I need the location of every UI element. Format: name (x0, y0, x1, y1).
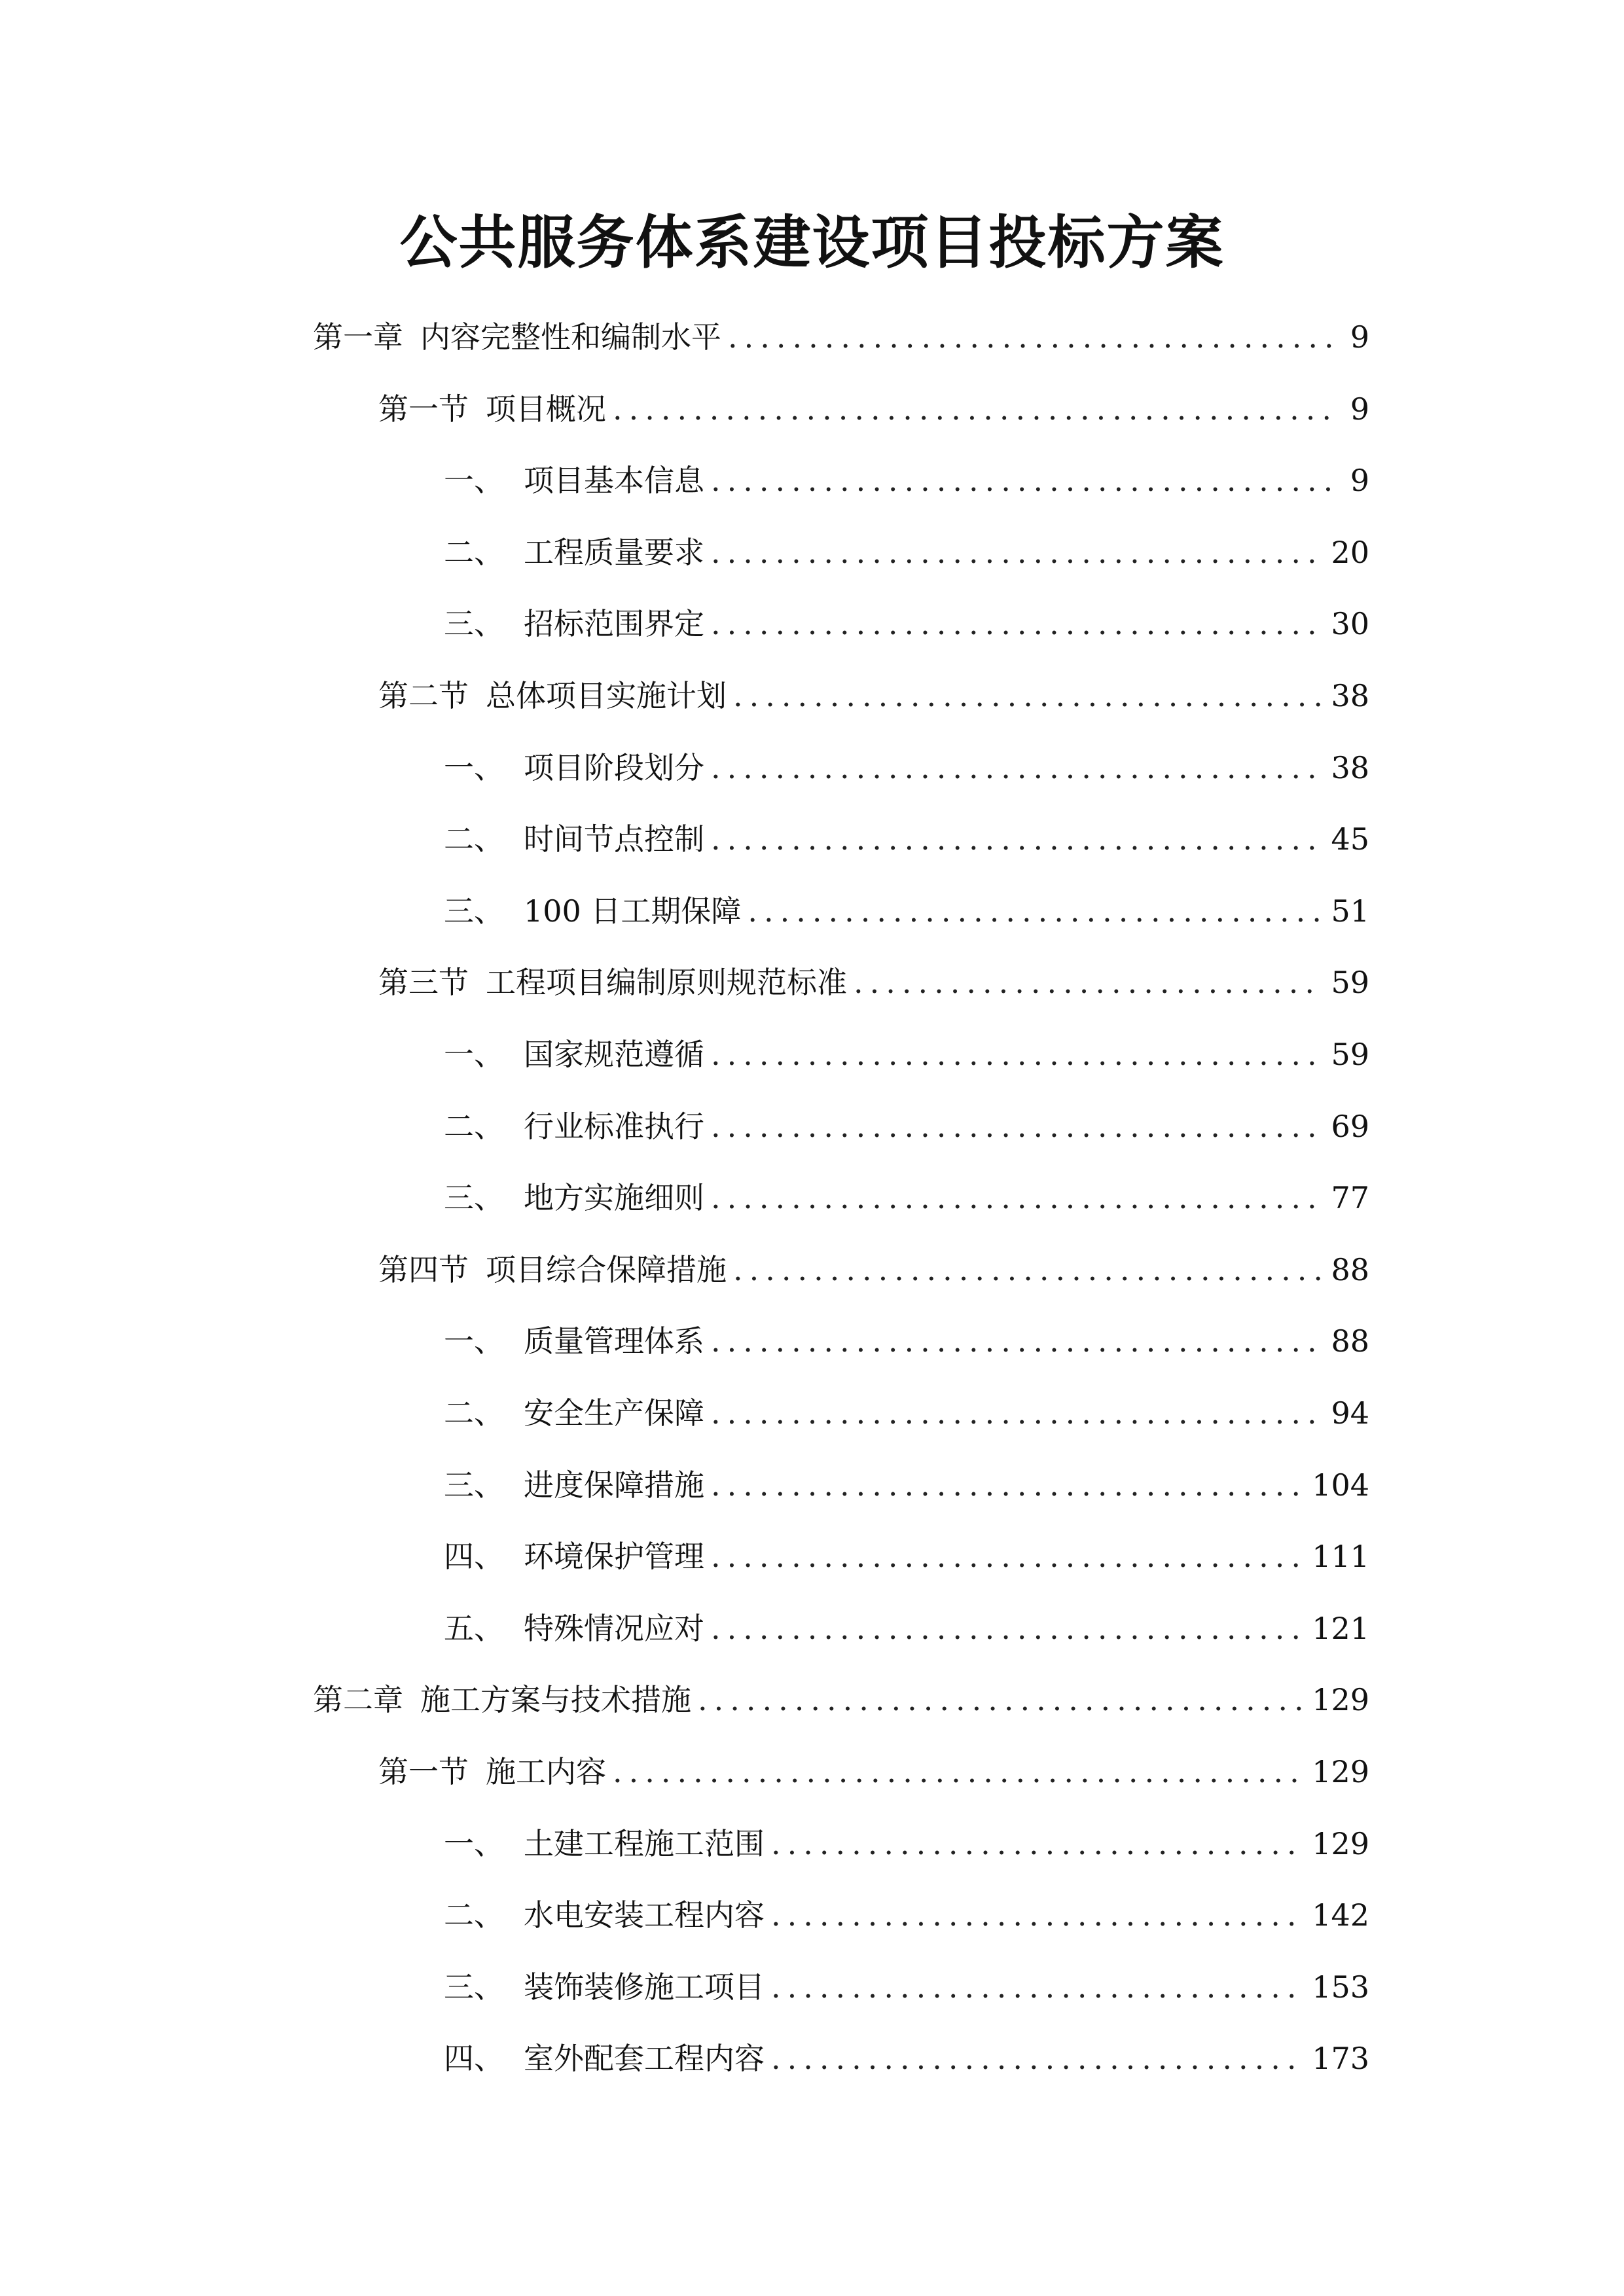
toc-dot-leader (733, 1247, 1322, 1293)
toc-entry-title: 招标范围界定 (524, 606, 704, 641)
toc-entry-number: 二、 (444, 821, 504, 857)
toc-dot-leader (711, 529, 1322, 575)
toc-entry-label (313, 1677, 691, 1723)
toc-entry-title: 室外配套工程内容 (524, 2041, 765, 2076)
toc-entry-number: 四、 (444, 2041, 504, 2076)
toc-entry-label (444, 1462, 704, 1508)
toc-entry-label (313, 314, 721, 360)
toc-page-number: 38 (1331, 750, 1369, 785)
toc-entry-number: 三、 (444, 606, 504, 641)
toc-entry-number: 一、 (444, 463, 504, 498)
toc-entry-label (444, 1821, 765, 1867)
toc-page-number: 88 (1331, 1323, 1369, 1359)
toc-entry-number: 三、 (444, 1969, 504, 2005)
toc-entry-title: 施工内容 (486, 1754, 606, 1789)
document-title: 公共服务体系建设项目投标方案 (399, 208, 1225, 276)
toc-entry-label (444, 601, 704, 647)
toc-entry-title: 项目阶段划分 (524, 750, 704, 785)
toc-entry-label (444, 2036, 765, 2081)
toc-entry[interactable] (444, 888, 1369, 934)
toc-entry-label (444, 1534, 704, 1579)
toc-dot-leader (711, 816, 1322, 862)
toc-page-number: 111 (1312, 1539, 1369, 1574)
toc-entry-label (444, 745, 704, 791)
toc-dot-leader (711, 745, 1322, 791)
toc-entry[interactable] (378, 1247, 1369, 1293)
toc-page-number: 104 (1312, 1467, 1369, 1503)
toc-entry-number: 第三节 (378, 965, 469, 1000)
toc-page-number: 59 (1331, 965, 1369, 1000)
toc-page-number: 121 (1312, 1611, 1369, 1646)
toc-dot-leader (711, 1390, 1322, 1436)
toc-dot-leader (733, 673, 1322, 719)
toc-page-number: 9 (1350, 463, 1369, 498)
toc-entry-title: 地方实施细则 (524, 1180, 704, 1215)
toc-page-number: 9 (1350, 319, 1369, 355)
toc-entry[interactable] (444, 1031, 1369, 1077)
toc-entry-number: 第一章 (313, 319, 403, 355)
toc-entry-label (378, 386, 606, 432)
toc-entry-label (444, 1318, 704, 1364)
toc-entry[interactable] (444, 1964, 1369, 2010)
toc-entry-title: 项目概况 (486, 391, 606, 427)
toc-entry-title: 时间节点控制 (524, 821, 704, 857)
toc-entry[interactable] (444, 816, 1369, 862)
toc-entry-number: 第一节 (378, 391, 469, 427)
toc-entry[interactable] (444, 1821, 1369, 1867)
toc-entry[interactable] (444, 1390, 1369, 1436)
toc-entry-number: 二、 (444, 535, 504, 570)
toc-entry[interactable] (444, 1605, 1369, 1651)
toc-entry[interactable] (378, 386, 1369, 432)
toc-entry[interactable] (444, 1534, 1369, 1579)
toc-page-number: 77 (1331, 1180, 1369, 1215)
toc-entry-number: 三、 (444, 893, 504, 929)
toc-entry-label (444, 1964, 765, 2010)
toc-dot-leader (711, 1103, 1322, 1149)
toc-entry[interactable] (444, 1175, 1369, 1221)
toc-entry-number: 三、 (444, 1467, 504, 1503)
toc-page-number: 129 (1312, 1682, 1369, 1717)
toc-entry-number: 一、 (444, 750, 504, 785)
toc-entry[interactable] (444, 457, 1369, 503)
toc-entry-number: 二、 (444, 1897, 504, 1933)
toc-entry-title: 特殊情况应对 (524, 1611, 704, 1646)
toc-entry-number: 二、 (444, 1109, 504, 1144)
toc-page-number: 69 (1331, 1109, 1369, 1144)
toc-entry-title: 进度保障措施 (524, 1467, 704, 1503)
toc-entry-title: 内容完整性和编制水平 (420, 319, 721, 355)
toc-entry[interactable] (444, 1103, 1369, 1149)
toc-entry[interactable] (378, 960, 1369, 1005)
toc-page-number: 38 (1331, 678, 1369, 713)
toc-page-number: 9 (1350, 391, 1369, 427)
toc-entry-number: 四、 (444, 1539, 504, 1574)
toc-dot-leader (613, 1749, 1303, 1795)
toc-dot-leader (771, 1821, 1303, 1867)
toc-page-number: 30 (1331, 606, 1369, 641)
toc-entry-title: 工程质量要求 (524, 535, 704, 570)
toc-dot-leader (711, 1175, 1322, 1221)
toc-entry[interactable] (444, 601, 1369, 647)
toc-entry[interactable] (444, 745, 1369, 791)
toc-dot-leader (854, 960, 1322, 1005)
toc-entry[interactable] (378, 1749, 1369, 1795)
toc-entry-title: 质量管理体系 (524, 1323, 704, 1359)
toc-entry-title: 土建工程施工范围 (524, 1826, 765, 1861)
toc-entry-title: 施工方案与技术措施 (420, 1682, 691, 1717)
toc-entry-label (444, 1892, 765, 1938)
toc-entry-title: 安全生产保障 (524, 1395, 704, 1431)
toc-dot-leader (728, 314, 1341, 360)
toc-entry-label (444, 457, 704, 503)
toc-entry-label (444, 1605, 704, 1651)
toc-entry-label (378, 1247, 727, 1293)
toc-entry-number: 三、 (444, 1180, 504, 1215)
toc-entry-label (378, 673, 727, 719)
toc-entry[interactable] (444, 1892, 1369, 1938)
toc-dot-leader (711, 1534, 1303, 1579)
toc-entry[interactable] (378, 673, 1369, 719)
toc-dot-leader (711, 1318, 1322, 1364)
toc-entry-number: 一、 (444, 1037, 504, 1072)
toc-entry-title: 100 日工期保障 (524, 893, 742, 929)
toc-entry-title: 环境保护管理 (524, 1539, 704, 1574)
toc-entry-title: 国家规范遵循 (524, 1037, 704, 1072)
toc-dot-leader (711, 1605, 1303, 1651)
toc-entry-number: 二、 (444, 1395, 504, 1431)
toc-page-number: 129 (1312, 1754, 1369, 1789)
toc-dot-leader (711, 1462, 1303, 1508)
toc-entry-number: 一、 (444, 1826, 504, 1861)
toc-page-number: 129 (1312, 1826, 1369, 1861)
toc-page-number: 59 (1331, 1037, 1369, 1072)
toc-entry[interactable] (313, 314, 1369, 360)
toc-dot-leader (748, 888, 1322, 934)
toc-entry-title: 总体项目实施计划 (486, 678, 727, 713)
toc-entry-number: 第四节 (378, 1252, 469, 1287)
toc-entry-label (444, 816, 704, 862)
toc-entry[interactable] (313, 1677, 1369, 1723)
toc-entry[interactable] (444, 1462, 1369, 1508)
toc-page-number: 51 (1331, 893, 1369, 929)
toc-entry-title: 项目综合保障措施 (486, 1252, 727, 1287)
toc-dot-leader (613, 386, 1341, 432)
toc-page-number: 45 (1331, 821, 1369, 857)
toc-entry-label (378, 1749, 606, 1795)
toc-entry-title: 项目基本信息 (524, 463, 704, 498)
toc-entry-title: 装饰装修施工项目 (524, 1969, 765, 2005)
toc-entry[interactable] (444, 1318, 1369, 1364)
toc-entry-label (444, 1390, 704, 1436)
toc-entry-title: 工程项目编制原则规范标准 (486, 965, 847, 1000)
toc-entry-number: 一、 (444, 1323, 504, 1359)
toc-entry-label (444, 529, 704, 575)
toc-dot-leader (771, 1892, 1303, 1938)
toc-dot-leader (711, 601, 1322, 647)
toc-entry-title: 行业标准执行 (524, 1109, 704, 1144)
toc-entry-label (444, 888, 741, 934)
toc-dot-leader (771, 1964, 1303, 2010)
toc-entry-label (444, 1103, 704, 1149)
toc-page-number: 142 (1312, 1897, 1369, 1933)
toc-dot-leader (771, 2036, 1303, 2081)
toc-entry-number: 第一节 (378, 1754, 469, 1789)
toc-page-number: 20 (1331, 535, 1369, 570)
toc-entry-label (444, 1031, 704, 1077)
toc-page-number: 153 (1312, 1969, 1369, 2005)
toc-entry-label (444, 1175, 704, 1221)
toc-entry[interactable] (444, 529, 1369, 575)
toc-entry-number: 五、 (444, 1611, 504, 1646)
toc-page-number: 173 (1312, 2041, 1369, 2076)
toc-entry-label (378, 960, 847, 1005)
toc-dot-leader (698, 1677, 1303, 1723)
toc-entry-number: 第二章 (313, 1682, 403, 1717)
toc-entry-title: 水电安装工程内容 (524, 1897, 765, 1933)
toc-page-number: 88 (1331, 1252, 1369, 1287)
toc-entry[interactable] (444, 2036, 1369, 2081)
toc-dot-leader (711, 1031, 1322, 1077)
toc-dot-leader (711, 457, 1341, 503)
toc-page-number: 94 (1331, 1395, 1369, 1431)
toc-entry-number: 第二节 (378, 678, 469, 713)
